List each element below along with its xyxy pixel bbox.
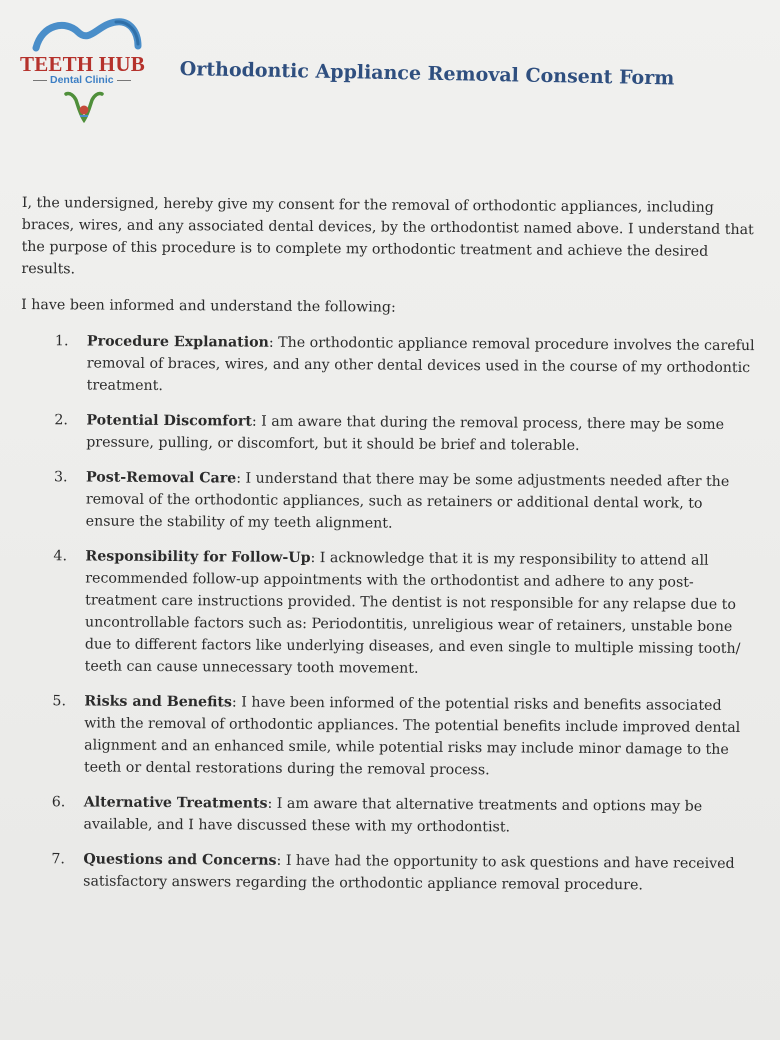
item-term: Questions and Concerns	[83, 851, 277, 869]
item-term: Risks and Benefits	[84, 693, 233, 711]
item-text: I am aware that during the removal process, there may be some pressure, pulling, or discomfort, but it should be brief and tolerable.	[86, 413, 725, 454]
list-item: 7. Questions and Concerns: I have had the opportunity to ask questions and have received satisfactory answers regarding the orthodontic appliance removal procedure.	[17, 848, 752, 897]
logo-name: TEETH HUB	[20, 52, 145, 76]
item-text: I understand that there may be some adjustments needed after the removal of the orthodontic appliances, such as retainers or additional dental work, to ensure the stability of my teeth alignment.	[85, 470, 730, 532]
item-text: I have had the opportunity to ask questions and have received satisfactory answers regarding the orthodontic appliance removal procedure.	[83, 852, 735, 894]
item-number: 4.	[53, 548, 68, 565]
tooth-icon	[62, 90, 106, 126]
item-number: 2.	[54, 412, 69, 429]
consent-items-list	[17, 330, 756, 897]
item-term: Potential Discomfort	[86, 412, 252, 430]
clinic-logo	[18, 18, 158, 128]
page-title: Orthodontic Appliance Removal Consent Form	[179, 58, 675, 90]
lead-sentence: I have been informed and understand the following:	[21, 296, 396, 316]
item-text: I am aware that alternative treatments and options may be available, and I have discussed these with my orthodontist.	[83, 795, 703, 836]
item-number: 3.	[53, 469, 68, 486]
item-text: I acknowledge that it is my responsibility to attend all recommended follow-up appointments with the orthodontist and adhere to any post-treatment care instructions provided. The dentist is not responsible for any relapse due to uncontrollable factors such as: Periodontitis, unreligious wear of retainers, unstable bone due to different factors like underlying diseases, and even single to multiple missing tooth/ teeth can cause unnecessary tooth movement.	[84, 550, 741, 677]
item-term: Alternative Treatments	[83, 794, 268, 812]
item-term: Responsibility for Follow-Up	[85, 548, 311, 567]
list-item: 6. Alternative Treatments: I am aware that alternative treatments and options may be available, and I have discussed these with my orthodontist.	[18, 791, 753, 840]
item-number: 6.	[51, 794, 66, 811]
item-term: Procedure Explanation	[86, 333, 269, 351]
item-text: I have been informed of the potential risks and benefits associated with the removal of orthodontic appliances. The potential benefits include improved dental alignment and an enhanced smile, while potential risks may include minor damage to the teeth or dental restorations during the removal process.	[83, 694, 741, 779]
item-text: The orthodontic appliance removal procedure involves the careful removal of braces, wires, and any other dental devices used in the course of my orthodontic treatment.	[86, 334, 755, 394]
item-number: 5.	[52, 693, 67, 710]
form-body	[17, 192, 757, 910]
item-number: 7.	[51, 851, 65, 868]
intro-paragraph: I, the undersigned, hereby give my consent for the removal of orthodontic appliances, including braces, wires, and any associated dental devices, by the orthodontist named above. I understand that the purpose of this procedure is to complete my orthodontic treatment and achieve the desired results.	[21, 194, 754, 278]
list-item: 4. Responsibility for Follow-Up: I acknowledge that it is my responsibility to attend all recommended follow-up appointments with the orthodontist and adhere to any post-treatment care instructions provided. The dentist is not responsible for any relapse due to uncontrollable factors such as: Periodontitis, unreligious wear of retainers, unstable bone due to different factors like underlying diseases, and even single to multiple missing tooth/ teeth can cause unnecessary tooth movement.	[19, 545, 755, 682]
item-term: Post-Removal Care	[85, 469, 237, 487]
list-item: 2. Potential Discomfort: I am aware that during the removal process, there may be some pressure, pulling, or discomfort, but it should be brief and tolerable.	[20, 409, 755, 458]
list-item: 5. Risks and Benefits: I have been informed of the potential risks and benefits associated with the removal of orthodontic appliances. The potential benefits include improved dental alignment and an enhanced smile, while potential risks may include minor damage to the teeth or dental restorations during the removal process.	[18, 690, 754, 783]
item-number: 1.	[54, 333, 69, 350]
list-item: 1. Procedure Explanation: The orthodontic appliance removal procedure involves the careful removal of braces, wires, and any other dental devices used in the course of my orthodontic treatment.	[21, 330, 756, 401]
smile-arc-icon	[32, 18, 142, 52]
logo-subtitle: Dental Clinic	[30, 74, 134, 86]
list-item: 3. Post-Removal Care: I understand that there may be some adjustments needed after the removal of the orthodontic appliances, such as retainers or additional dental work, to ensure the stability of my teeth alignment.	[20, 466, 755, 537]
